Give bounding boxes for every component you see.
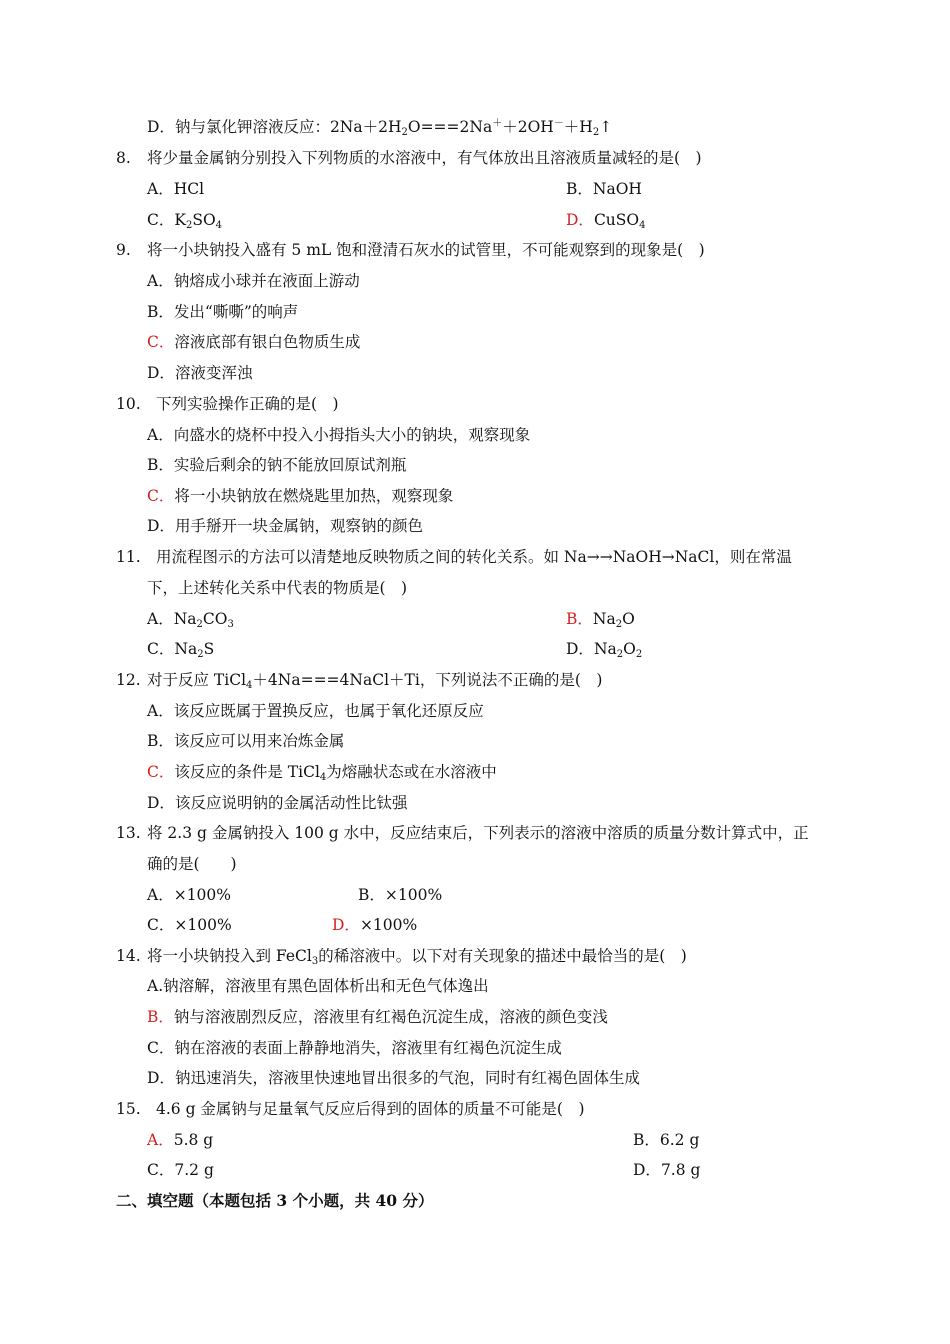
answer-label: A． bbox=[147, 1131, 174, 1149]
answer-label: B． bbox=[566, 610, 593, 628]
q11-option-a: A．$Na_2CO_3$ bbox=[147, 610, 234, 630]
q10-number: 10. bbox=[116, 395, 141, 413]
q15-option-b: B．6.2 g bbox=[633, 1131, 700, 1149]
q13-option-a: A．×100% bbox=[147, 886, 232, 904]
q9-option-b: B．发出“嘶嘶”的响声 bbox=[147, 303, 299, 321]
q11-option-b: B．$Na_2O$ bbox=[566, 610, 635, 630]
q13-stem-cont: 确的是( ) bbox=[147, 855, 237, 873]
q15-option-c: C．7.2 g bbox=[147, 1161, 214, 1179]
q8-option-a: A．HCl bbox=[147, 180, 205, 198]
q7-option-d: D．钠与氯化钾溶液反应：$2Na+2H_2O===2Na^++2OH^-+H_2↑$ bbox=[147, 118, 613, 138]
q11-stem: 用流程图示的方法可以清楚地反映物质之间的转化关系。如 Na→→NaOH→NaCl，则在常温 bbox=[156, 548, 792, 566]
q15-stem: 4.6 g 金属钠与足量氧气反应后得到的固体的质量不可能是( ) bbox=[156, 1100, 585, 1118]
q8-number: 8. bbox=[116, 149, 131, 167]
q15-option-d: D．7.8 g bbox=[633, 1161, 701, 1179]
q13-stem: 将 2.3 g 金属钠投入 100 g 水中，反应结束后，下列表示的溶液中溶质的质量分数计算式中，正 bbox=[147, 824, 809, 842]
q14-option-c: C．钠在溶液的表面上静静地消失，溶液里有红褐色沉淀生成 bbox=[147, 1039, 562, 1057]
q12-option-d: D．该反应说明钠的金属活动性比钛强 bbox=[147, 794, 408, 812]
q14-stem: 将一小块钠投入到 FeCl$_3$的稀溶液中。以下对有关现象的描述中最恰当的是( ) bbox=[147, 947, 687, 967]
q15-option-a: A．5.8 g bbox=[147, 1131, 214, 1149]
q14-number: 14. bbox=[116, 947, 141, 965]
q14-option-a: A.钠溶解，溶液里有黑色固体析出和无色气体逸出 bbox=[147, 977, 489, 995]
q11-option-c: C．$Na_2S$ bbox=[147, 640, 215, 660]
q13-option-d: D．×100% bbox=[332, 916, 418, 934]
q8-option-d: D．CuSO$_4$ bbox=[566, 211, 646, 231]
q14-option-b: B．钠与溶液剧烈反应，溶液里有红褐色沉淀生成，溶液的颜色变浅 bbox=[147, 1008, 608, 1026]
q12-option-a: A．该反应既属于置换反应，也属于氧化还原反应 bbox=[147, 702, 484, 720]
q13-option-b: B．×100% bbox=[358, 886, 443, 904]
q8-option-c: C．$K_2SO_4$ bbox=[147, 211, 223, 231]
q15-number: 15. bbox=[116, 1100, 141, 1118]
q12-number: 12. bbox=[116, 671, 141, 689]
answer-label: D． bbox=[566, 211, 594, 229]
q12-option-b: B．该反应可以用来冶炼金属 bbox=[147, 732, 345, 750]
q9-number: 9. bbox=[116, 241, 131, 259]
q10-option-a: A．向盛水的烧杯中投入小拇指头大小的钠块，观察现象 bbox=[147, 426, 531, 444]
answer-label: B． bbox=[147, 1008, 174, 1026]
q13-option-c: C．×100% bbox=[147, 916, 232, 934]
q10-option-b: B．实验后剩余的钠不能放回原试剂瓶 bbox=[147, 456, 407, 474]
q10-stem: 下列实验操作正确的是( ) bbox=[156, 395, 339, 413]
q9-option-d: D．溶液变浑浊 bbox=[147, 364, 253, 382]
answer-label: C． bbox=[147, 763, 175, 781]
answer-label: C． bbox=[147, 333, 175, 351]
option-label: D． bbox=[147, 118, 175, 136]
q9-option-a: A．钠熔成小球并在液面上游动 bbox=[147, 272, 360, 290]
answer-label: D． bbox=[332, 916, 360, 934]
q13-number: 13. bbox=[116, 824, 141, 842]
q8-option-b: B．NaOH bbox=[566, 180, 642, 198]
q11-option-d: D．$Na_2O_2$ bbox=[566, 640, 643, 660]
q8-stem: 将少量金属钠分别投入下列物质的水溶液中，有气体放出且溶液质量减轻的是( ) bbox=[147, 149, 702, 167]
q14-option-d: D．钠迅速消失，溶液里快速地冒出很多的气泡，同时有红褐色固体生成 bbox=[147, 1069, 640, 1087]
q10-option-d: D．用手掰开一块金属钠，观察钠的颜色 bbox=[147, 517, 423, 535]
q10-option-c: C．将一小块钠放在燃烧匙里加热，观察现象 bbox=[147, 487, 454, 505]
q11-number: 11. bbox=[116, 548, 141, 566]
q12-stem: 对于反应 TiCl$_4$＋4Na===4NaCl＋Ti，下列说法不正确的是( ) bbox=[147, 671, 603, 691]
q11-stem-cont: 下，上述转化关系中代表的物质是( ) bbox=[147, 579, 408, 597]
q12-option-c: C．该反应的条件是 TiCl$_4$为熔融状态或在水溶液中 bbox=[147, 763, 497, 783]
answer-label: C． bbox=[147, 487, 175, 505]
section-heading: 二、填空题（本题包括 3 个小题，共 40 分） bbox=[116, 1191, 434, 1210]
q9-option-c: C．溶液底部有银白色物质生成 bbox=[147, 333, 361, 351]
q9-stem: 将一小块钠投入盛有 5 mL 饱和澄清石灰水的试管里，不可能观察到的现象是( ) bbox=[147, 241, 705, 259]
